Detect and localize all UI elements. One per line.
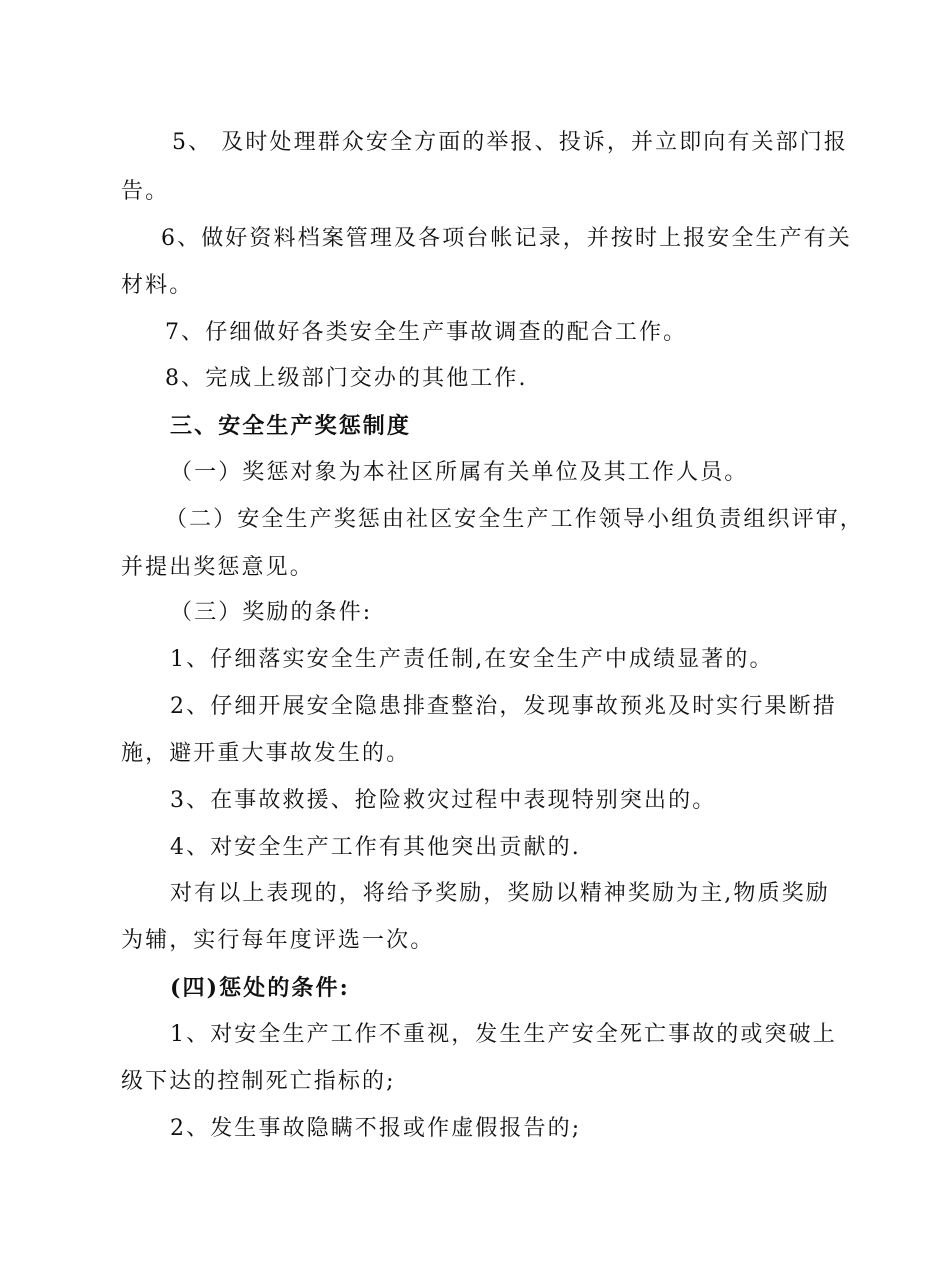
penalty-item-2: 2、发生事故隐瞒不报或作虚假报告的;	[170, 1116, 582, 1141]
reward-item-3: 3、在事故救援、抢险救灾过程中表现特别突出的。	[170, 788, 717, 813]
reward-item-2-continued: 施，避开重大事故发生的。	[121, 741, 411, 766]
paragraph-item-8: 8、完成上级部门交办的其他工作.	[165, 366, 528, 391]
paragraph-item-6: 6、做好资料档案管理及各项台帐记录，并按时上报安全生产有关	[161, 226, 852, 251]
paragraph-subsection-3: （三）奖励的条件:	[170, 600, 373, 625]
reward-summary-continued: 为辅，实行每年度评选一次。	[121, 928, 435, 953]
reward-item-4: 4、对安全生产工作有其他突出贡献的.	[170, 835, 581, 860]
paragraph-item-5-continued: 告。	[121, 179, 170, 204]
paragraph-item-5: 5、 及时处理群众安全方面的举报、投诉，并立即向有关部门报	[172, 130, 848, 155]
penalty-item-1-continued: 级下达的控制死亡指标的;	[121, 1069, 396, 1094]
reward-summary: 对有以上表现的，将给予奖励，奖励以精神奖励为主,物质奖励	[170, 881, 830, 906]
paragraph-subsection-2-continued: 并提出奖惩意见。	[121, 555, 314, 580]
paragraph-item-7: 7、仔细做好各类安全生产事故调查的配合工作。	[165, 320, 688, 345]
reward-item-1: 1、仔细落实安全生产责任制,在安全生产中成绩显著的。	[170, 647, 774, 672]
reward-item-2: 2、仔细开展安全隐患排查整治，发现事故预兆及时实行果断措	[170, 694, 837, 719]
section-heading-rewards-penalties: 三、安全生产奖惩制度	[170, 413, 412, 439]
paragraph-subsection-1: （一）奖惩对象为本社区所属有关单位及其工作人员。	[170, 460, 749, 485]
paragraph-subsection-2: （二）安全生产奖惩由社区安全生产工作领导小组负责组织评审，	[165, 507, 864, 532]
paragraph-item-6-continued: 材料。	[121, 273, 194, 298]
subsection-heading-penalties: (四)惩处的条件:	[170, 975, 350, 1001]
penalty-item-1: 1、对安全生产工作不重视，发生生产安全死亡事故的或突破上	[170, 1022, 837, 1047]
